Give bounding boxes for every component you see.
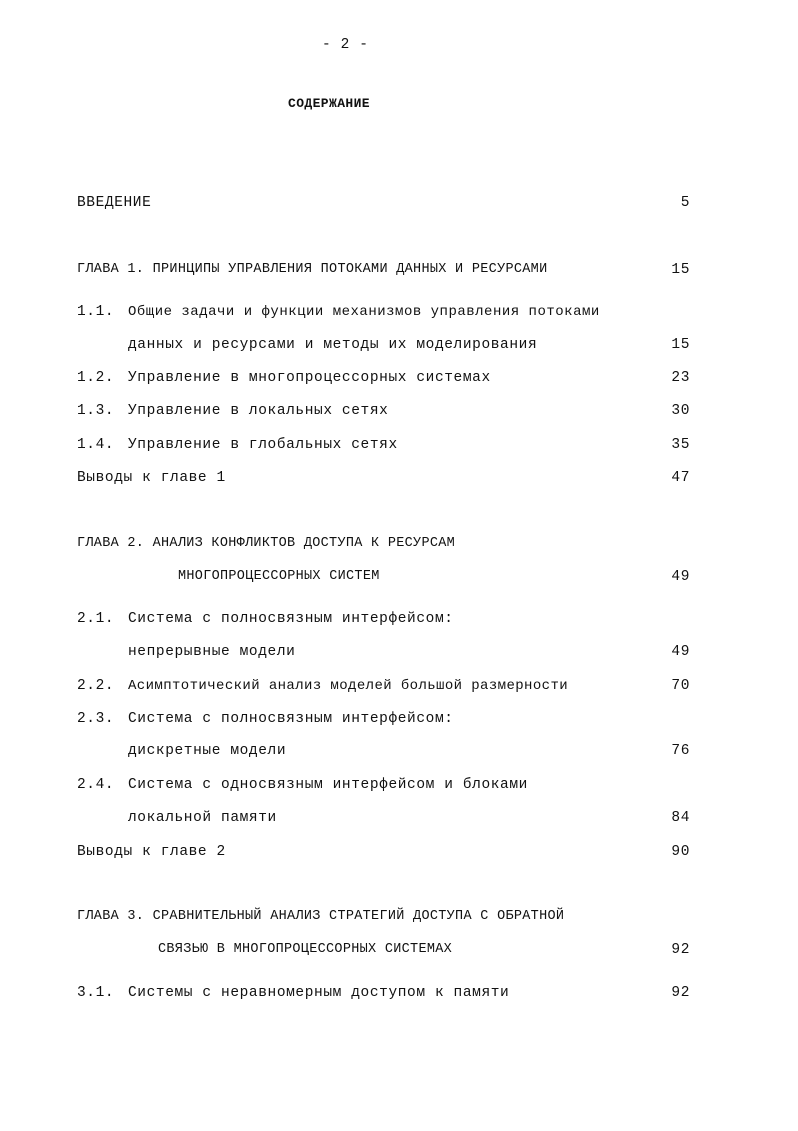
toc-section-title: Система с односвязным интерфейсом и блоками: [128, 777, 528, 793]
toc-conclusions-chapter-1: Выводы к главе 1: [77, 470, 226, 486]
toc-page-number: 92: [671, 942, 690, 958]
toc-section-number: 3.1.: [77, 985, 115, 1001]
toc-page-number: 35: [671, 437, 690, 453]
toc-section-number: 1.4.: [77, 437, 115, 453]
toc-page-number: 49: [671, 569, 690, 585]
toc-chapter-2-cont: МНОГОПРОЦЕССОРНЫХ СИСТЕМ: [178, 569, 380, 584]
toc-section-number: 2.3.: [77, 711, 115, 727]
toc-page-number: 5: [680, 195, 690, 211]
page-title: СОДЕРЖАНИЕ: [288, 96, 371, 111]
toc-page-number: 47: [671, 470, 690, 486]
toc-section-title: Общие задачи и функции механизмов управления потоками: [128, 304, 600, 320]
toc-section-number: 1.2.: [77, 370, 115, 386]
toc-entry-introduction: ВВЕДЕНИЕ: [77, 195, 152, 211]
toc-section-title-cont: данных и ресурсами и методы их моделирования: [128, 337, 538, 353]
toc-section-number: 2.4.: [77, 777, 115, 793]
toc-section-number: 2.1.: [77, 611, 115, 627]
toc-page-number: 76: [671, 743, 690, 759]
toc-page-number: 92: [671, 985, 690, 1001]
toc-section-title-cont: непрерывные модели: [128, 644, 296, 660]
toc-section-title-cont: дискретные модели: [128, 743, 287, 759]
toc-chapter-3: ГЛАВА 3. СРАВНИТЕЛЬНЫЙ АНАЛИЗ СТРАТЕГИЙ ДОСТУПА С ОБРАТНОЙ: [77, 909, 565, 924]
toc-chapter-2: ГЛАВА 2. АНАЛИЗ КОНФЛИКТОВ ДОСТУПА К РЕСУРСАМ: [77, 536, 456, 551]
toc-section-title: Управление в многопроцессорных системах: [128, 370, 491, 386]
toc-page-number: 23: [671, 370, 690, 386]
toc-page-number: 90: [671, 844, 690, 860]
toc-section-title: Управление в глобальных сетях: [128, 437, 398, 453]
toc-section-title: Система с полносвязным интерфейсом:: [128, 611, 454, 627]
toc-section-number: 1.3.: [77, 403, 115, 419]
toc-section-title: Система с полносвязным интерфейсом:: [128, 711, 454, 727]
page-number: - 2 -: [322, 37, 369, 53]
toc-page-number: 70: [671, 678, 690, 694]
toc-section-title: Системы с неравномерным доступом к памяти: [128, 985, 510, 1001]
toc-page-number: 15: [671, 337, 690, 353]
toc-conclusions-chapter-2: Выводы к главе 2: [77, 844, 226, 860]
toc-chapter-3-cont: СВЯЗЬЮ В МНОГОПРОЦЕССОРНЫХ СИСТЕМАХ: [158, 942, 453, 957]
toc-page-number: 30: [671, 403, 690, 419]
toc-section-title-cont: локальной памяти: [128, 810, 277, 826]
toc-chapter-1: ГЛАВА 1. ПРИНЦИПЫ УПРАВЛЕНИЯ ПОТОКАМИ ДАННЫХ И РЕСУРСАМИ: [77, 262, 548, 277]
toc-page-number: 15: [671, 262, 690, 278]
toc-section-number: 1.1.: [77, 304, 115, 320]
toc-section-title: Асимптотический анализ моделей большой размерности: [128, 678, 569, 694]
toc-section-number: 2.2.: [77, 678, 115, 694]
toc-page-number: 49: [671, 644, 690, 660]
toc-section-title: Управление в локальных сетях: [128, 403, 389, 419]
toc-page-number: 84: [671, 810, 690, 826]
